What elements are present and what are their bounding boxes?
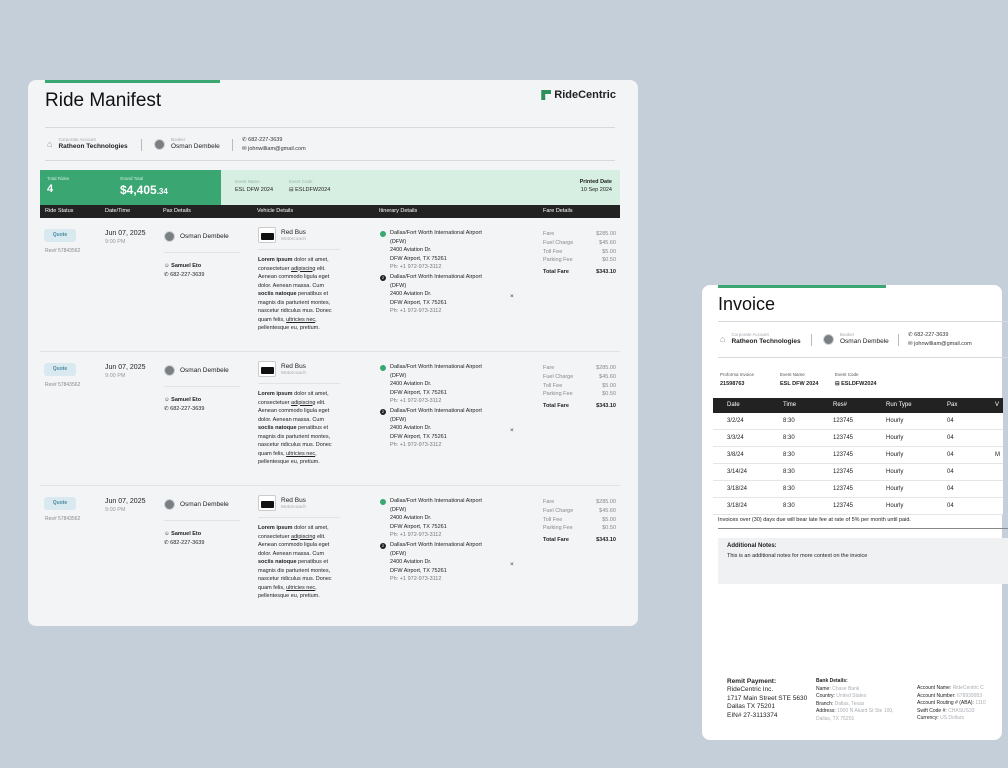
fare-value: $285.00: [596, 365, 616, 371]
account-name: Ratheon Technologies: [58, 142, 128, 150]
invoice-cell-run: Hourly: [886, 418, 904, 424]
invoice-account-info: [720, 333, 801, 345]
invoice-cell-date: 3/18/24: [727, 503, 748, 509]
notes-text: This is an additional notes for more context on the invoice: [727, 553, 868, 559]
stop-city: DFW Airport, TX 75261: [390, 389, 447, 396]
page-title: Ride Manifest: [45, 90, 162, 111]
accent-bar: [45, 80, 220, 83]
vehicle-description: Lorem ipsum dolor sit amet, consectetuer adipiscing elit. Aenean commodo ligula eget dolor. Aenean massa. Cum sociis natoque penatibus et magnis dis parturient montes, nascetur ridiculus mus. Donec quam felis, ultricies nec, pellentesque eu, pretium.: [258, 391, 332, 466]
stop-address: 2400 Aviation Dr.: [390, 291, 432, 298]
passenger-name: Samuel Eto: [171, 531, 202, 537]
stop-city: DFW Airport, TX 75261: [390, 255, 447, 262]
proforma-info: [720, 373, 754, 387]
invoice-booker-info: [823, 333, 889, 345]
toll-label: Toll Fee: [543, 516, 563, 523]
booker-info: [154, 138, 220, 150]
divider: [718, 321, 1008, 322]
pickup-marker-icon: [380, 499, 386, 505]
event-code-text: ESLDFW2024: [295, 187, 331, 193]
divider: [258, 383, 340, 384]
ride-time: 9:00 PM: [105, 507, 126, 513]
close-icon[interactable]: ×: [510, 561, 514, 568]
fuel-label: Fuel Charge: [543, 239, 574, 246]
ride-manifest-card: [28, 80, 638, 626]
passenger-name: Samuel Eto: [171, 263, 202, 269]
invoice-contact-info: [908, 331, 972, 349]
table-row[interactable]: [40, 218, 620, 352]
booker-label: Booker: [840, 332, 855, 337]
bus-icon: [258, 227, 276, 243]
parking-label: Parking Fee: [543, 525, 573, 532]
pickup-marker-icon: [380, 365, 386, 371]
col-date: Date: [727, 402, 740, 408]
calendar-icon: ⊟: [835, 380, 840, 387]
invoice-cell-pax: 04: [947, 469, 954, 475]
total-fare-label: Total Fare: [543, 269, 569, 276]
contact-email: johnwilliam@gmail.com: [914, 340, 972, 347]
fare-label: Fare: [543, 499, 555, 505]
user-icon: ☺: [164, 397, 170, 403]
remit-line: RideCentric Inc.: [727, 686, 774, 694]
fare-value: $285.00: [596, 499, 616, 505]
invoice-cell-date: 3/3/24: [727, 435, 744, 441]
stop-city: DFW Airport, TX 75261: [390, 433, 447, 440]
toll-value: $5.00: [602, 516, 616, 523]
phone-icon: ✆: [164, 540, 169, 547]
building-icon: ⌂: [47, 139, 53, 150]
invoice-card: [702, 285, 1002, 740]
total-fare-label: Total Fare: [543, 537, 569, 544]
vehicle-description: Lorem ipsum dolor sit amet, consectetuer adipiscing elit. Aenean commodo ligula eget dolor. Aenean massa. Cum sociis natoque penatibus et magnis dis parturient montes, nascetur ridiculus mus. Donec quam felis, ultricies nec, pellentesque eu, pretium.: [258, 257, 332, 332]
toll-value: $5.00: [602, 248, 616, 255]
toll-label: Toll Fee: [543, 248, 563, 255]
divider: [164, 386, 240, 387]
event-name-value: ESL DFW 2024: [780, 380, 819, 387]
fuel-label: Fuel Charge: [543, 507, 574, 514]
fare-value: $285.00: [596, 231, 616, 237]
passenger-phone: 682-227-3639: [170, 540, 205, 547]
fuel-label: Fuel Charge: [543, 373, 574, 380]
reservation-number: Res# 57843562: [45, 516, 81, 522]
stop-name: Dallas/Fort Worth International Airport: [390, 230, 482, 236]
reservation-number: Res# 57843562: [45, 248, 81, 254]
col-date-time: Date/Time: [105, 208, 131, 214]
divider: [898, 334, 899, 346]
account-details: [917, 685, 986, 723]
fare-details: [543, 498, 616, 545]
invoice-cell-run: Hourly: [886, 486, 904, 492]
close-icon[interactable]: ×: [510, 293, 514, 300]
avatar: [164, 365, 175, 376]
divider: [258, 517, 340, 518]
total-fare-value: $343.10: [596, 537, 616, 544]
vehicle-name: Red Bus: [281, 363, 306, 370]
account-label: Corporate Account: [58, 137, 96, 142]
invoice-cell-res: 123745: [833, 503, 854, 509]
passenger-details: [164, 396, 204, 415]
invoice-cell-time: 8:30: [783, 469, 795, 475]
stop-name-code: (DFW): [390, 416, 407, 423]
invoice-cell-run: Hourly: [886, 503, 904, 509]
grand-total-cents: .34: [156, 187, 168, 196]
event-name-label: Event Name: [780, 372, 805, 377]
invoice-cell-time: 8:30: [783, 435, 795, 441]
account-label: Corporate Account: [731, 332, 769, 337]
col-run-type: Run Type: [886, 402, 912, 408]
parking-label: Parking Fee: [543, 257, 573, 264]
passenger-details: [164, 530, 204, 549]
invoice-cell-res: 123745: [833, 469, 854, 475]
toll-label: Toll Fee: [543, 382, 563, 389]
avatar: [164, 499, 175, 510]
avatar: [154, 139, 165, 150]
grand-total-label: Grand Total: [120, 176, 144, 181]
remit-line: EIN# 27-3113374: [727, 711, 778, 719]
stop-city: DFW Airport, TX 75261: [390, 299, 447, 306]
invoice-row[interactable]: [713, 481, 1003, 498]
col-fare-details: Fare Details: [543, 208, 573, 214]
printed-date-value: 10 Sep 2024: [580, 187, 612, 193]
stop-name: Dallas/Fort Worth International Airport: [390, 498, 482, 504]
event-code-value: [835, 381, 877, 388]
divider: [718, 528, 1008, 529]
invoice-cell-date: 3/18/24: [727, 486, 748, 492]
invoice-cell-date: 3/2/24: [727, 418, 744, 424]
stop-name-code: (DFW): [390, 550, 407, 557]
table-row[interactable]: [40, 486, 620, 620]
divider: [45, 127, 615, 128]
invoice-cell-extra: M: [995, 452, 1000, 458]
manifest-table-header: [40, 205, 620, 218]
passenger-phone: 682-227-3639: [170, 272, 205, 279]
branch-label: Branch:: [816, 700, 834, 707]
stop-phone: Ph: +1 972-973-3112: [390, 532, 442, 539]
invoice-row[interactable]: [713, 498, 1003, 515]
brand-name: RideCentric: [554, 89, 616, 101]
itinerary-pickup: [380, 497, 500, 540]
total-rides-value: 4: [47, 183, 54, 195]
ride-date: Jun 07, 2025: [105, 230, 146, 237]
event-name-value: ESL DFW 2024: [235, 187, 274, 193]
stop-phone: Ph: +1 972-973-3112: [390, 442, 442, 449]
invoice-table-header: [713, 398, 1003, 413]
ride-date: Jun 07, 2025: [105, 498, 146, 505]
table-row[interactable]: [40, 352, 620, 486]
bank-name-label: Name:: [816, 685, 831, 692]
vehicle-name: Red Bus: [281, 497, 306, 504]
stop-name: Dallas/Fort Worth International Airport: [390, 274, 482, 280]
brand-logo: [541, 89, 616, 101]
invoice-cell-res: 123745: [833, 435, 854, 441]
invoice-title: Invoice: [718, 294, 776, 314]
booker-name: Osman Dembele: [171, 142, 220, 150]
stop-name: Dallas/Fort Worth International Airport: [390, 408, 482, 414]
invoice-row[interactable]: [713, 430, 1003, 447]
stop-phone: Ph: +1 972-973-3112: [390, 264, 442, 271]
fare-details: [543, 364, 616, 411]
user-icon: ☺: [164, 531, 170, 537]
fare-label: Fare: [543, 231, 555, 237]
parking-value: $0.50: [602, 257, 616, 264]
invoice-cell-pax: 04: [947, 486, 954, 492]
address-label: Address:: [816, 708, 836, 714]
stop-phone: Ph: +1 972-973-3112: [390, 576, 442, 583]
invoice-cell-time: 8:30: [783, 452, 795, 458]
acct-number-label: Account Number:: [917, 692, 956, 699]
invoice-cell-pax: 04: [947, 435, 954, 441]
phone-icon: ✆: [242, 137, 247, 143]
booker-name: Osman Dembele: [180, 233, 229, 240]
invoice-cell-pax: 04: [947, 503, 954, 509]
stop-address: 2400 Aviation Dr.: [390, 515, 432, 522]
bus-icon: [258, 495, 276, 511]
stop-name-code: (DFW): [390, 238, 407, 245]
itinerary-dropoff: [380, 407, 500, 450]
invoice-cell-run: Hourly: [886, 452, 904, 458]
invoice-cell-run: Hourly: [886, 435, 904, 441]
col-vehicle-details: Vehicle Details: [257, 208, 294, 214]
ride-time: 9:00 PM: [105, 239, 126, 245]
invoice-event-code: [835, 373, 877, 387]
stop-name-code: (DFW): [390, 372, 407, 379]
event-code-value: [289, 188, 330, 194]
account-name: Ratheon Technologies: [731, 337, 801, 345]
invoice-cell-time: 8:30: [783, 418, 795, 424]
fuel-value: $45.60: [599, 507, 616, 514]
toll-value: $5.00: [602, 382, 616, 389]
currency-label: Currency:: [917, 715, 939, 721]
total-fare-label: Total Fare: [543, 403, 569, 410]
event-name-label: Event Name: [235, 179, 260, 184]
vehicle-type: Motorcoach: [281, 237, 307, 242]
bank-details: [816, 678, 894, 723]
account-info: [47, 138, 128, 150]
grand-total-main: $4,405: [120, 183, 157, 197]
status-badge[interactable]: Quote: [44, 229, 76, 242]
itinerary-pickup: [380, 229, 500, 272]
ride-time: 9:00 PM: [105, 373, 126, 379]
stop-marker-icon: 2: [381, 409, 385, 414]
col-vehicle: V: [995, 402, 1000, 408]
building-icon: ⌂: [720, 334, 726, 345]
booker-name: Osman Dembele: [180, 501, 229, 508]
event-code-label: Event Code: [835, 372, 859, 377]
divider: [258, 249, 340, 250]
printed-date-label: Printed Date: [579, 179, 612, 185]
invoice-cell-run: Hourly: [886, 469, 904, 475]
divider: [232, 139, 233, 151]
bus-icon: [258, 361, 276, 377]
col-pax-details: Pax Details: [163, 208, 191, 214]
stop-name: Dallas/Fort Worth International Airport: [390, 364, 482, 370]
total-rides-label: Total Rides: [47, 176, 70, 181]
fare-label: Fare: [543, 365, 555, 371]
vehicle-description: Lorem ipsum dolor sit amet, consectetuer adipiscing elit. Aenean commodo ligula eget dolor. Aenean massa. Cum sociis natoque penatibus et magnis dis parturient montes, nascetur ridiculus mus. Donec quam felis, ultricies nec, pellentesque eu, pretium.: [258, 525, 332, 600]
additional-notes: [718, 538, 1008, 584]
grand-total-value: [120, 184, 168, 196]
address-value-2: Dallas, TX 75201: [816, 715, 855, 722]
total-fare-value: $343.10: [596, 269, 616, 276]
stop-address: 2400 Aviation Dr.: [390, 559, 432, 566]
fare-details: [543, 230, 616, 277]
ridecentric-logo-icon: [541, 90, 551, 100]
fuel-value: $45.60: [599, 239, 616, 246]
swift-label: Swift Code #:: [917, 707, 947, 714]
calendar-icon: ⊟: [289, 187, 294, 193]
contact-info: [242, 136, 306, 154]
divider: [811, 334, 812, 346]
routing-label: Account Routing # (ABA):: [917, 700, 974, 706]
bank-title: Bank Details:: [816, 678, 848, 684]
invoice-event-name: [780, 373, 818, 387]
swift-value: CHASUS33: [948, 707, 975, 714]
stop-address: 2400 Aviation Dr.: [390, 381, 432, 388]
invoice-cell-pax: 04: [947, 452, 954, 458]
divider: [164, 520, 240, 521]
user-icon: ☺: [164, 263, 170, 269]
country-label: Country:: [816, 693, 835, 699]
phone-icon: ✆: [164, 272, 169, 279]
parking-label: Parking Fee: [543, 391, 573, 398]
contact-phone: 682-227-3639: [914, 332, 949, 338]
remit-line: Dallas TX 75201: [727, 703, 775, 711]
parking-value: $0.50: [602, 391, 616, 398]
remit-line: 1717 Main Street STE 5630: [727, 694, 808, 702]
event-code-text: ESLDFW2024: [841, 380, 877, 387]
booker-name: Osman Dembele: [840, 337, 889, 345]
passenger-phone: 682-227-3639: [170, 406, 205, 413]
notes-title: Additional Notes:: [727, 543, 777, 549]
stop-address: 2400 Aviation Dr.: [390, 425, 432, 432]
invoice-cell-res: 123745: [833, 418, 854, 424]
stats-bar: [40, 170, 620, 205]
mail-icon: ✉: [908, 340, 913, 347]
invoice-row[interactable]: [713, 464, 1003, 481]
parking-value: $0.50: [602, 525, 616, 532]
vehicle-name: Red Bus: [281, 229, 306, 236]
col-res: Res#: [833, 402, 848, 408]
accent-bar: [718, 285, 886, 288]
country-value: United States: [836, 693, 867, 699]
phone-icon: ✆: [908, 332, 913, 338]
booker-label: Booker: [171, 137, 186, 142]
late-fee-note: Invoices over (30) days due will bear late fee at rate of 5% per month until paid.: [718, 517, 911, 523]
proforma-label: Proforma Invoice: [720, 372, 755, 377]
invoice-row[interactable]: [713, 413, 1003, 430]
invoice-cell-res: 123745: [833, 452, 854, 458]
invoice-table: [713, 398, 1003, 515]
stop-phone: Ph: +1 972-973-3112: [390, 308, 442, 315]
invoice-cell-date: 3/8/24: [727, 452, 744, 458]
mail-icon: ✉: [242, 145, 247, 152]
contact-email: johnwilliam@gmail.com: [248, 145, 306, 152]
itinerary-pickup: [380, 363, 500, 406]
invoice-cell-res: 123745: [833, 486, 854, 492]
phone-icon: ✆: [164, 406, 169, 413]
col-time: Time: [783, 402, 797, 408]
stop-city: DFW Airport, TX 75261: [390, 567, 447, 574]
currency-value: US Dollars: [940, 715, 964, 721]
pickup-marker-icon: [380, 231, 386, 237]
acct-name-label: Account Name:: [917, 685, 952, 691]
col-itinerary-details: Itinerary Details: [379, 208, 418, 214]
passenger-name: Samuel Eto: [171, 397, 202, 403]
stop-name: Dallas/Fort Worth International Airport: [390, 542, 482, 548]
stop-address: 2400 Aviation Dr.: [390, 247, 432, 254]
avatar: [823, 334, 834, 345]
stop-name-code: (DFW): [390, 506, 407, 513]
avatar: [164, 231, 175, 242]
invoice-cell-time: 8:30: [783, 503, 795, 509]
stop-phone: Ph: +1 972-973-3112: [390, 398, 442, 405]
divider: [718, 357, 1008, 358]
address-value: 1900 N Akard St Ste 100,: [837, 708, 894, 714]
itinerary-dropoff: [380, 541, 500, 584]
col-ride-status: Ride Status: [45, 208, 74, 214]
invoice-cell-time: 8:30: [783, 486, 795, 492]
remit-title: Remit Payment:: [727, 678, 777, 685]
stop-marker-icon: 2: [381, 543, 385, 548]
branch-value: Dallas, Texas: [834, 700, 865, 707]
acct-number-value: 678939953: [957, 692, 983, 699]
invoice-cell-date: 3/14/24: [727, 469, 748, 475]
proforma-number: 21598763: [720, 380, 745, 387]
col-pax: Pax: [947, 402, 958, 408]
itinerary-dropoff: [380, 273, 500, 316]
status-badge[interactable]: Quote: [44, 363, 76, 376]
divider: [45, 160, 615, 161]
booker-name: Osman Dembele: [180, 367, 229, 374]
contact-phone: 682-227-3639: [248, 137, 283, 143]
vehicle-type: Motorcoach: [281, 371, 307, 376]
passenger-details: [164, 262, 204, 281]
event-code-label: Event Code: [289, 179, 313, 184]
vehicle-type: Motorcoach: [281, 505, 307, 510]
divider: [141, 139, 142, 151]
divider: [164, 252, 240, 253]
ride-date: Jun 07, 2025: [105, 364, 146, 371]
invoice-row[interactable]: [713, 447, 1003, 464]
stop-name-code: (DFW): [390, 282, 407, 289]
reservation-number: Res# 57843562: [45, 382, 81, 388]
status-badge[interactable]: Quote: [44, 497, 76, 510]
close-icon[interactable]: ×: [510, 427, 514, 434]
stop-city: DFW Airport, TX 75261: [390, 523, 447, 530]
bank-name-value: Chase Bank: [832, 685, 860, 692]
invoice-cell-pax: 04: [947, 418, 954, 424]
remit-payment: [727, 678, 807, 720]
total-fare-value: $343.10: [596, 403, 616, 410]
fuel-value: $45.60: [599, 373, 616, 380]
acct-name-value: RideCentric C: [952, 685, 984, 691]
routing-value: 1110: [975, 700, 986, 706]
stop-marker-icon: 2: [381, 275, 385, 280]
